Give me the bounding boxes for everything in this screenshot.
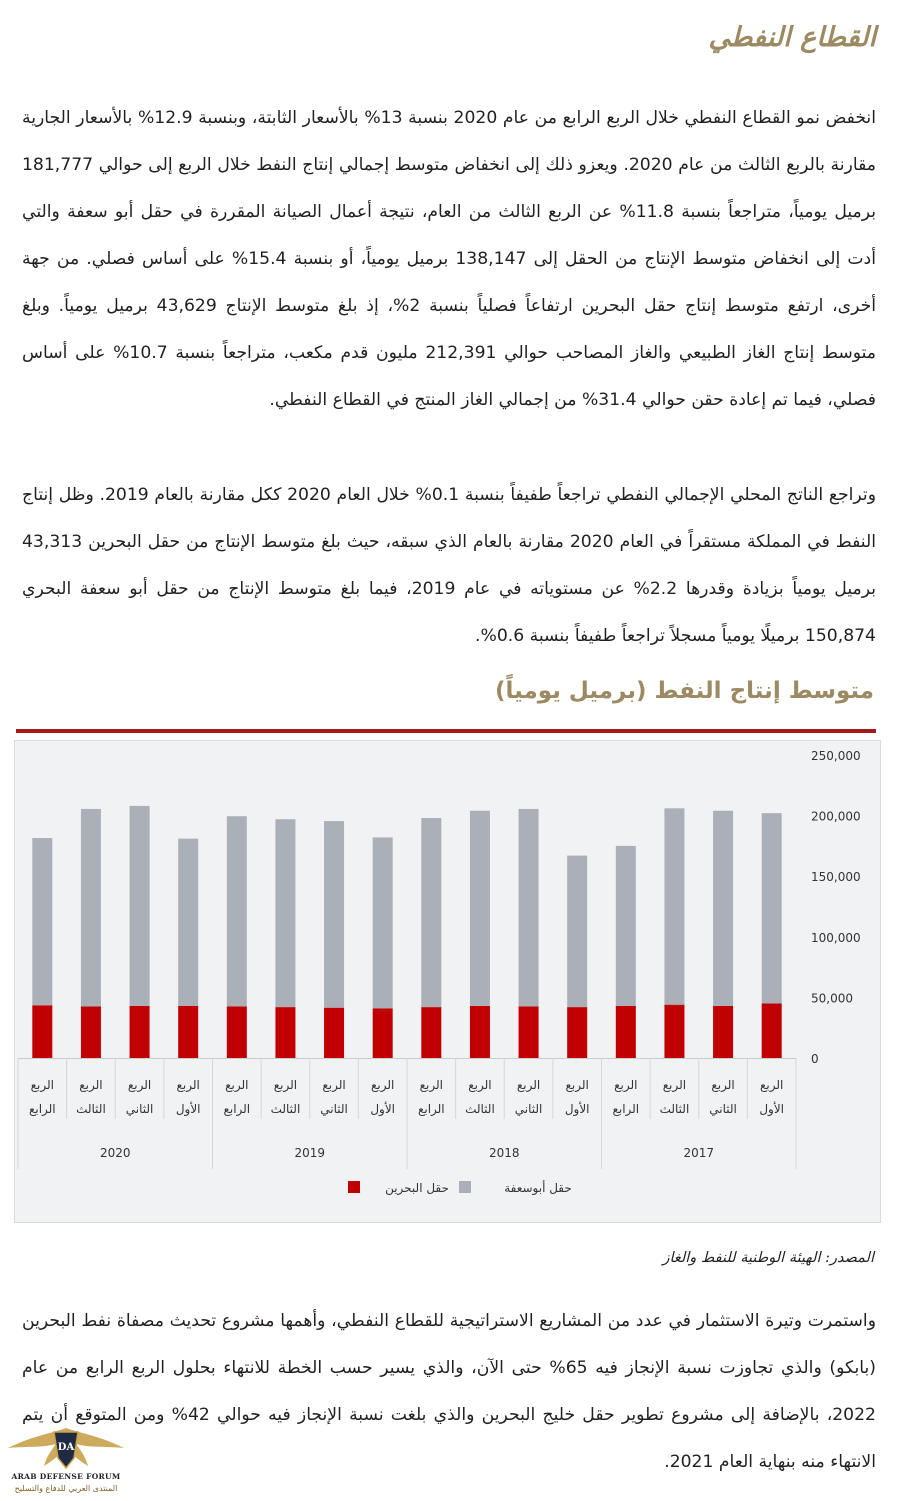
quarter-label: الرابع bbox=[28, 1102, 56, 1116]
logo-mark: DA bbox=[57, 1442, 75, 1453]
y-tick-label: 0 bbox=[811, 1052, 819, 1066]
quarter-label: الربع bbox=[614, 1078, 638, 1092]
bar-abu-saafa-field bbox=[227, 816, 247, 1006]
paragraph-strategic-projects: واستمرت وتيرة الاستثمار في عدد من المشاريع الاستراتيجية للقطاع النفطي، وأهمها مشروع تحديث مصفاة نفط البحرين (بابكو) والذي تجاوزت نسبة الإنجاز فيه 65% حتى الآن، والذي يسير حسب الخطة للانتهاء بحلول الربع الرابع من عام 2022، بالإضافة إلى مشروع تطوير حقل خليج البحرين والذي بلغت نسبة الإنجاز فيه حوالي 42% ومن المتوقع أن يتم الانتهاء منه بنهاية العام 2021. bbox=[22, 1311, 876, 1472]
bar-abu-saafa-field bbox=[275, 819, 295, 1007]
y-tick-label: 200,000 bbox=[811, 809, 861, 824]
quarter-label: الثالث bbox=[270, 1102, 301, 1116]
bar-bahrain-field bbox=[178, 1006, 198, 1058]
quarter-label: الأول bbox=[564, 1102, 590, 1116]
bar-abu-saafa-field bbox=[421, 818, 441, 1007]
logo-arabic-name: المنتدى العربي للدفاع والتسليح bbox=[14, 1484, 118, 1493]
bar-abu-saafa-field bbox=[324, 821, 344, 1008]
quarter-label: الربع bbox=[273, 1078, 298, 1092]
quarter-label: الربع bbox=[760, 1078, 784, 1092]
bar-bahrain-field bbox=[130, 1006, 150, 1058]
eagle-emblem-icon bbox=[4, 1418, 128, 1474]
bar-abu-saafa-field bbox=[81, 809, 101, 1007]
quarter-label: الرابع bbox=[612, 1102, 640, 1116]
y-tick-label: 150,000 bbox=[811, 870, 861, 885]
quarter-label: الربع bbox=[79, 1078, 103, 1092]
bar-abu-saafa-field bbox=[762, 813, 782, 1003]
quarter-label: الربع bbox=[371, 1078, 395, 1092]
quarter-label: الربع bbox=[419, 1078, 443, 1092]
quarter-label: الثاني bbox=[709, 1102, 737, 1116]
y-tick-label: 100,000 bbox=[811, 930, 861, 945]
paragraph-oil-gdp: وتراجع الناتج المحلي الإجمالي النفطي تراجعاً طفيفاً بنسبة 0.1% خلال العام 2020 ككل مقارنة بالعام 2019. وظل إنتاج النفط في المملكة مستقراً في العام 2020 مقارنة بالعام الذي سبقه، حيث بلغ متوسط الإنتاج من حقل البحرين 43,313 برميل يومياً بزيادة وقدرها 2.2% عن مستوياته في عام 2019، فيما بلغ متوسط الإنتاج من حقل أبو سعفة البحري 150,874 برميلًا يومياً مسجلاً تراجعاً طفيفاً بنسبة 0.6%. bbox=[22, 485, 877, 646]
bar-abu-saafa-field bbox=[178, 839, 198, 1006]
logo-name: ARAB DEFENSE FORUM bbox=[11, 1472, 121, 1481]
quarter-label: الأول bbox=[759, 1102, 785, 1116]
year-label: 2020 bbox=[99, 1146, 131, 1160]
bar-abu-saafa-field bbox=[616, 846, 636, 1006]
quarter-label: الثالث bbox=[465, 1102, 495, 1116]
quarter-label: الثاني bbox=[320, 1102, 348, 1116]
quarter-label: الأول bbox=[175, 1102, 201, 1116]
bar-bahrain-field bbox=[81, 1006, 101, 1058]
quarter-label: الرابع bbox=[417, 1102, 445, 1116]
bar-bahrain-field bbox=[275, 1007, 295, 1058]
bar-bahrain-field bbox=[713, 1006, 733, 1058]
quarter-label: الثاني bbox=[514, 1102, 543, 1116]
bar-bahrain-field bbox=[567, 1007, 587, 1058]
year-label: 2018 bbox=[488, 1146, 520, 1160]
legend-swatch bbox=[348, 1181, 360, 1193]
bar-bahrain-field bbox=[421, 1007, 441, 1058]
quarter-label: الربع bbox=[468, 1078, 492, 1092]
year-label: 2019 bbox=[294, 1146, 326, 1160]
quarter-label: الرابع bbox=[223, 1102, 251, 1116]
bar-abu-saafa-field bbox=[470, 811, 490, 1006]
source-note: المصدر: الهيئة الوطنية للنفط والغاز bbox=[662, 1250, 874, 1266]
quarter-label: الثالث bbox=[659, 1102, 690, 1116]
bar-abu-saafa-field bbox=[519, 809, 539, 1007]
bar-abu-saafa-field bbox=[32, 838, 52, 1005]
quarter-label: الربع bbox=[662, 1078, 687, 1092]
quarter-label: الثاني bbox=[125, 1102, 154, 1116]
bar-abu-saafa-field bbox=[373, 837, 393, 1008]
bar-bahrain-field bbox=[324, 1008, 344, 1058]
section-heading: القطاع النفطي bbox=[708, 22, 876, 53]
bar-bahrain-field bbox=[470, 1006, 490, 1058]
legend-swatch bbox=[459, 1181, 471, 1193]
legend-label: حقل البحرين bbox=[385, 1181, 449, 1195]
quarter-label: الأول bbox=[370, 1102, 396, 1116]
quarter-label: الربع bbox=[516, 1078, 541, 1092]
bar-bahrain-field bbox=[32, 1005, 52, 1058]
bar-bahrain-field bbox=[373, 1008, 393, 1058]
bar-bahrain-field bbox=[519, 1006, 539, 1058]
bar-bahrain-field bbox=[762, 1003, 782, 1058]
bar-abu-saafa-field bbox=[713, 811, 733, 1006]
quarter-label: الربع bbox=[176, 1078, 200, 1092]
quarter-label: الربع bbox=[30, 1078, 54, 1092]
legend-label: حقل أبوسعفة bbox=[504, 1181, 572, 1195]
quarter-label: الربع bbox=[565, 1078, 589, 1092]
quarter-label: الربع bbox=[225, 1078, 249, 1092]
quarter-label: الربع bbox=[711, 1078, 735, 1092]
chart-title: متوسط إنتاج النفط (برميل يومياً) bbox=[495, 678, 874, 704]
forum-logo bbox=[4, 1418, 128, 1500]
bar-abu-saafa-field bbox=[130, 806, 150, 1006]
quarter-label: الثالث bbox=[76, 1102, 106, 1116]
y-tick-label: 250,000 bbox=[811, 749, 861, 763]
paragraph-oil-sector-growth: انخفض نمو القطاع النفطي خلال الربع الرابع من عام 2020 بنسبة 13% بالأسعار الثابتة، وبنسبة 12.9% بالأسعار الجارية مقارنة بالربع الثالث من عام 2020. ويعزو ذلك إلى انخفاض متوسط إجمالي إنتاج النفط خلال الربع إلى حوالي 181,777 برميل يومياً، متراجعاً بنسبة 11.8% عن الربع الثالث من العام، نتيجة أعمال الصيانة المقررة في حقل أبو سعفة والتي أدت إلى انخفاض متوسط الإنتاج من الحقل إلى 138,147 برميل يومياً، أو بنسبة 15.4% على أساس فصلي. من جهة أخرى، ارتفع متوسط إنتاج حقل البحرين ارتفاعاً فصلياً بنسبة 2%، إذ بلغ متوسط الإنتاج 43,629 برميل يومياً. وبلغ متوسط إنتاج الغاز الطبيعي والغاز المصاحب حوالي 212,391 مليون قدم مكعب، متراجعاً بنسبة 10.7% على أساس فصلي، فيما تم إعادة حقن حوالي 31.4% من إجمالي الغاز المنتج في القطاع النفطي. bbox=[22, 108, 876, 410]
bar-abu-saafa-field bbox=[567, 856, 587, 1008]
bar-abu-saafa-field bbox=[664, 808, 684, 1004]
chart-title-rule bbox=[16, 729, 876, 733]
bar-bahrain-field bbox=[616, 1006, 636, 1058]
quarter-label: الربع bbox=[322, 1078, 346, 1092]
chart-svg bbox=[15, 741, 882, 1224]
year-label: 2017 bbox=[683, 1146, 715, 1160]
y-tick-label: 50,000 bbox=[811, 991, 853, 1006]
oil-production-chart bbox=[14, 740, 881, 1223]
quarter-label: الربع bbox=[127, 1078, 152, 1092]
bar-bahrain-field bbox=[664, 1005, 684, 1058]
bar-bahrain-field bbox=[227, 1006, 247, 1058]
